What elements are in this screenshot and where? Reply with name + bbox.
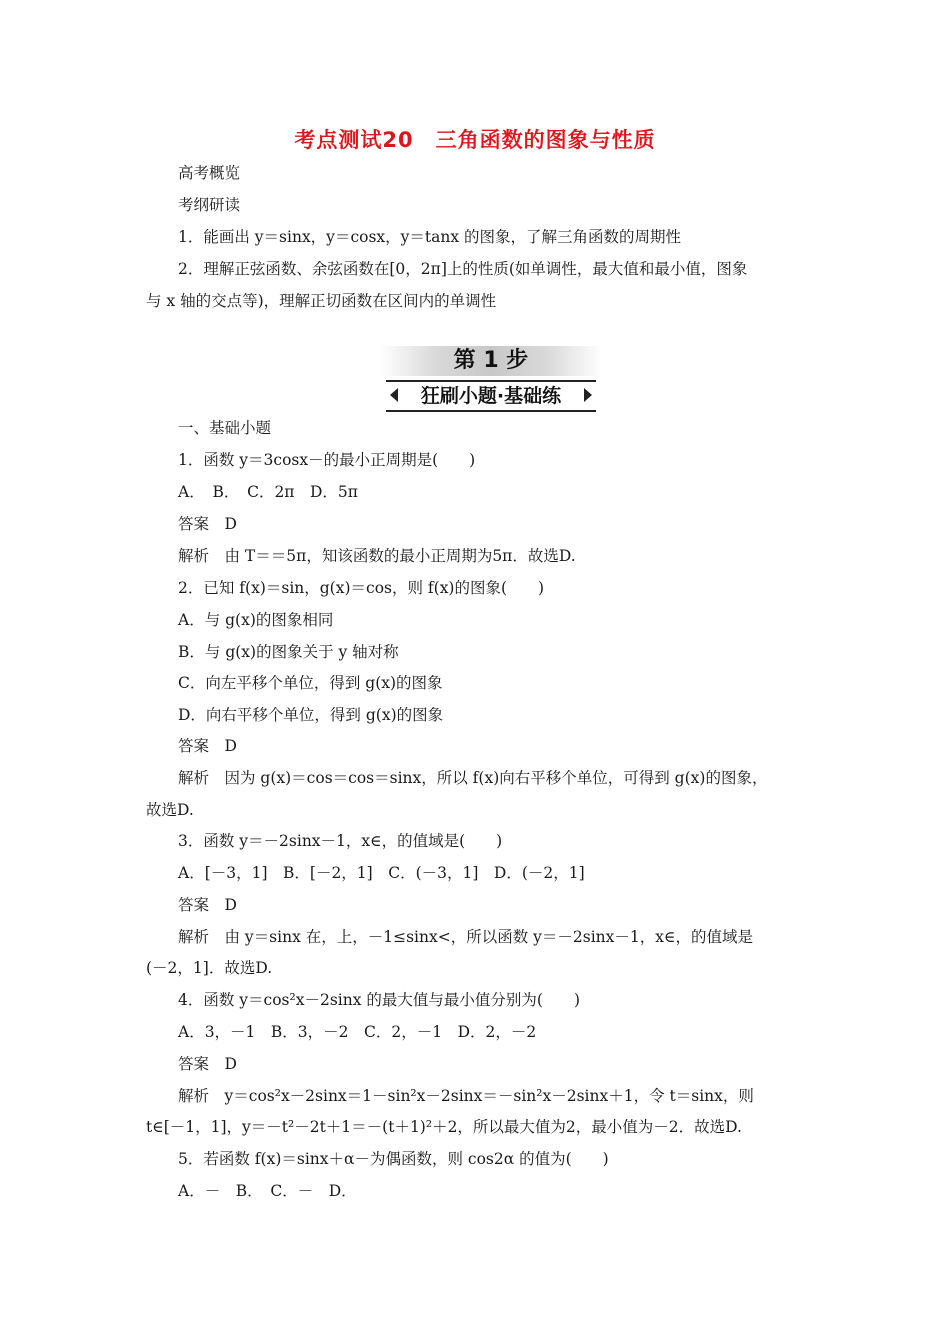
q3-answer: 答案 D [178, 896, 237, 914]
q5-options: A．－ B． C．－ D． [178, 1182, 357, 1200]
q2-option-c: C．向左平移个单位，得到 g(x)的图象 [178, 674, 443, 692]
right-arrow-icon [584, 388, 592, 402]
question-4: 4．函数 y＝cos²x－2sinx 的最大值与最小值分别为( ) [178, 991, 580, 1009]
outline-item-1: 1．能画出 y＝sinx，y＝cosx，y＝tanx 的图象，了解三角函数的周期性 [178, 228, 682, 246]
q2-analysis: 解析 因为 g(x)＝cos＝cos＝sinx，所以 f(x)向右平移个单位，可得到 g(x)的图象， [178, 769, 768, 787]
q2-option-d: D．向右平移个单位，得到 g(x)的图象 [178, 706, 444, 724]
page-title: 考点测试20 三角函数的图象与性质 [294, 128, 656, 152]
outline-item-2-cont: 与 x 轴的交点等)，理解正切函数在区间内的单调性 [146, 292, 497, 310]
q4-analysis-cont: t∈[－1，1]，y＝－t²－2t＋1＝－(t＋1)²＋2，所以最大值为2，最小值为－2．故选D. [146, 1118, 742, 1136]
q2-answer: 答案 D [178, 737, 237, 755]
q2-option-b: B．与 g(x)的图象关于 y 轴对称 [178, 643, 399, 661]
q3-analysis: 解析 由 y＝sinx 在，上，－1≤sinx<，所以函数 y＝－2sinx－1，x∈，的值域是 [178, 928, 753, 946]
q1-analysis: 解析 由 T＝＝5π，知该函数的最小正周期为5π．故选D. [178, 547, 576, 565]
step-banner [380, 346, 602, 410]
question-5: 5．若函数 f(x)＝sinx＋α－为偶函数，则 cos2α 的值为( ) [178, 1150, 609, 1168]
q3-analysis-cont: (－2，1]．故选D. [146, 959, 273, 977]
q2-analysis-cont: 故选D. [146, 801, 194, 819]
q4-answer: 答案 D [178, 1055, 237, 1073]
question-2: 2．已知 f(x)＝sin，g(x)＝cos，则 f(x)的图象( ) [178, 579, 545, 597]
q4-options: A．3，－1 B．3，－2 C．2，－1 D．2，－2 [178, 1023, 537, 1041]
question-1: 1．函数 y＝3cosx－的最小正周期是( ) [178, 451, 476, 469]
question-3: 3．函数 y＝－2sinx－1，x∈，的值域是( ) [178, 832, 503, 850]
outline-item-2: 2．理解正弦函数、余弦函数在[0，2π]上的性质(如单调性，最大值和最小值，图象 [178, 260, 748, 278]
section-heading: 一、基础小题 [178, 419, 272, 437]
q1-answer: 答案 D [178, 515, 237, 533]
q4-analysis: 解析 y＝cos²x－2sinx＝1－sin²x－2sinx＝－sin²x－2sinx＋1，令 t＝sinx，则 [178, 1087, 754, 1105]
overview-heading: 高考概览 [178, 164, 241, 182]
step-subtitle: 狂刷小题·基础练 [386, 380, 596, 412]
outline-heading: 考纲研读 [178, 196, 241, 214]
q1-options: A． B． C．2π D．5π [178, 483, 358, 501]
q2-option-a: A．与 g(x)的图象相同 [178, 611, 334, 629]
q3-options: A．[－3，1] B．[－2，1] C．(－3，1] D．(－2，1] [178, 864, 585, 882]
step-label: 第 1 步 [380, 346, 602, 376]
